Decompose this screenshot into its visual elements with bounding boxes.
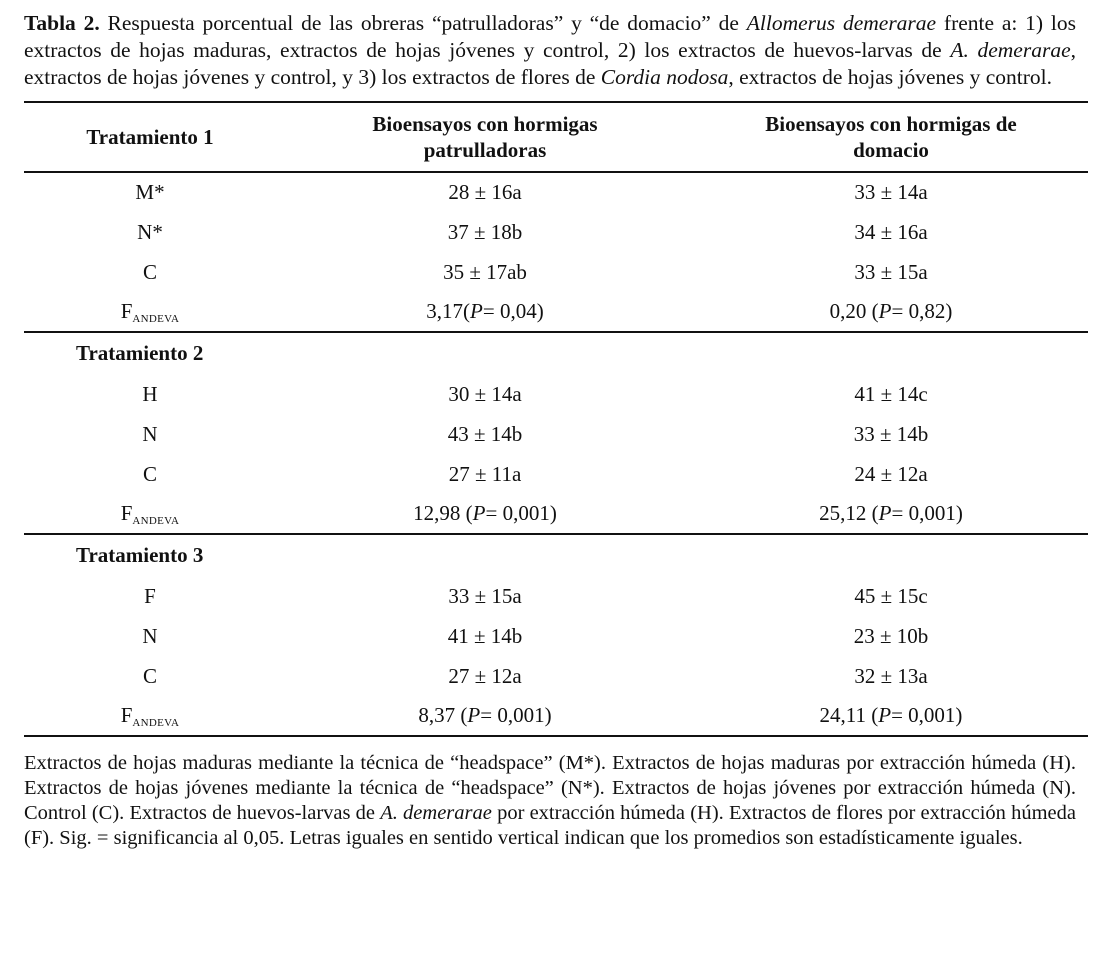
anova-label: $F_{ANDEVA}$ — [24, 494, 276, 534]
header-patrolling — [276, 102, 694, 172]
domatia-cell: 23 ± 10b — [853, 623, 929, 648]
domatia-cell: 33 ± 15a — [854, 259, 928, 284]
treatment-cell: F — [144, 583, 156, 608]
header-patrolling-text: Bioensayos con hormigas patrulladoras — [372, 112, 598, 162]
caption-text: , extractos de hojas jóvenes y control, y 3) los extractos de flores de — [24, 38, 1076, 89]
caption-label: Tabla 2. — [24, 11, 100, 35]
table-row — [24, 656, 1088, 696]
footnote-species: A. demerarae — [380, 802, 492, 824]
treatment-cell: C — [142, 461, 157, 486]
domatia-cell: 24 ± 12a — [854, 461, 928, 486]
patrolling-cell: 33 ± 15a — [448, 583, 522, 608]
treatment-cell: M* — [135, 180, 165, 204]
table-row — [24, 374, 1088, 414]
anova-domatia: 25,12 (P= 0,001) — [694, 494, 1088, 534]
caption-text: Respuesta porcentual de las obreras “patrulladoras” y “de domacio” de — [99, 11, 747, 35]
footnote-text: Extractos de hojas maduras mediante la técnica de “headspace” (M*). Extractos de hojas maduras por extracción húmeda (H). Extractos de hojas jóvenes mediante la técnica de “headspace” (N*). Extractos de hojas jóvenes por extracción húmeda (N). Control (C). Extractos de huevos-larvas de — [24, 752, 1076, 824]
anova-label: $F_{ANDEVA}$ — [24, 292, 276, 332]
patrolling-cell: 30 ± 14a — [448, 381, 522, 406]
group-title-treatment-2: Tratamiento 2 — [76, 341, 204, 365]
treatment-cell: C — [142, 259, 157, 284]
anova-domatia: 0,20 (P= 0,82) — [694, 292, 1088, 332]
anova-row — [24, 292, 1088, 332]
table-caption — [24, 10, 1076, 91]
table-row — [24, 454, 1088, 494]
header-domatia — [694, 102, 1088, 172]
domatia-cell: 41 ± 14c — [854, 381, 928, 406]
patrolling-cell: 27 ± 11a — [448, 461, 522, 486]
results-table — [24, 101, 1088, 737]
patrolling-cell: 37 ± 18b — [447, 219, 523, 244]
table-row — [24, 252, 1088, 292]
domatia-cell: 33 ± 14a — [854, 180, 928, 204]
caption-species: Allomerus demerarae — [746, 11, 937, 35]
patrolling-cell: 43 ± 14b — [447, 421, 523, 446]
table-row — [24, 172, 1088, 212]
anova-row — [24, 696, 1088, 736]
table-footnote — [24, 751, 1076, 851]
header-domatia-text: Bioensayos con hormigas de domacio — [765, 112, 1017, 162]
table-row — [24, 576, 1088, 616]
table-row — [24, 616, 1088, 656]
anova-patrolling: 8,37 (P= 0,001) — [276, 696, 694, 736]
patrolling-cell: 41 ± 14b — [447, 623, 523, 648]
domatia-cell: 34 ± 16a — [854, 219, 928, 244]
patrolling-cell: 28 ± 16a — [448, 180, 522, 204]
table-row — [24, 414, 1088, 454]
header-row — [24, 102, 1088, 172]
anova-patrolling: 3,17(P= 0,04) — [276, 292, 694, 332]
group-header-row — [24, 534, 1088, 576]
caption-text: , extractos de hojas jóvenes y control. — [728, 65, 1052, 89]
caption-plant: Cordia nodosa — [600, 65, 729, 89]
anova-label: $F_{ANDEVA}$ — [24, 696, 276, 736]
anova-row — [24, 494, 1088, 534]
domatia-cell: 32 ± 13a — [854, 663, 928, 688]
table-row — [24, 212, 1088, 252]
treatment-cell: N — [142, 623, 158, 648]
caption-text: frente a: 1) los extractos de hojas maduras, extractos de hojas jóvenes y control, 2) los extractos de huevos-larvas de — [24, 11, 1076, 62]
domatia-cell: 33 ± 14b — [853, 421, 929, 446]
footnote-text: por extracción húmeda (H). Extractos de flores por extracción húmeda (F). Sig. = significancia al 0,05. Letras iguales en sentido vertical indican que los promedios son estadísticamente iguales. — [24, 802, 1076, 849]
patrolling-cell: 35 ± 17ab — [443, 259, 527, 284]
header-treatment-1: Tratamiento 1 — [24, 102, 276, 172]
treatment-cell: N* — [137, 219, 163, 244]
group-header-row — [24, 332, 1088, 374]
group-title-treatment-3: Tratamiento 3 — [76, 543, 204, 567]
domatia-cell: 45 ± 15c — [854, 583, 928, 608]
anova-patrolling: 12,98 (P= 0,001) — [276, 494, 694, 534]
treatment-cell: H — [142, 381, 158, 406]
treatment-cell: N — [142, 421, 158, 446]
caption-species-abbrev: A. demerarae — [950, 38, 1071, 62]
treatment-cell: C — [142, 663, 157, 688]
patrolling-cell: 27 ± 12a — [448, 663, 522, 688]
anova-domatia: 24,11 (P= 0,001) — [694, 696, 1088, 736]
